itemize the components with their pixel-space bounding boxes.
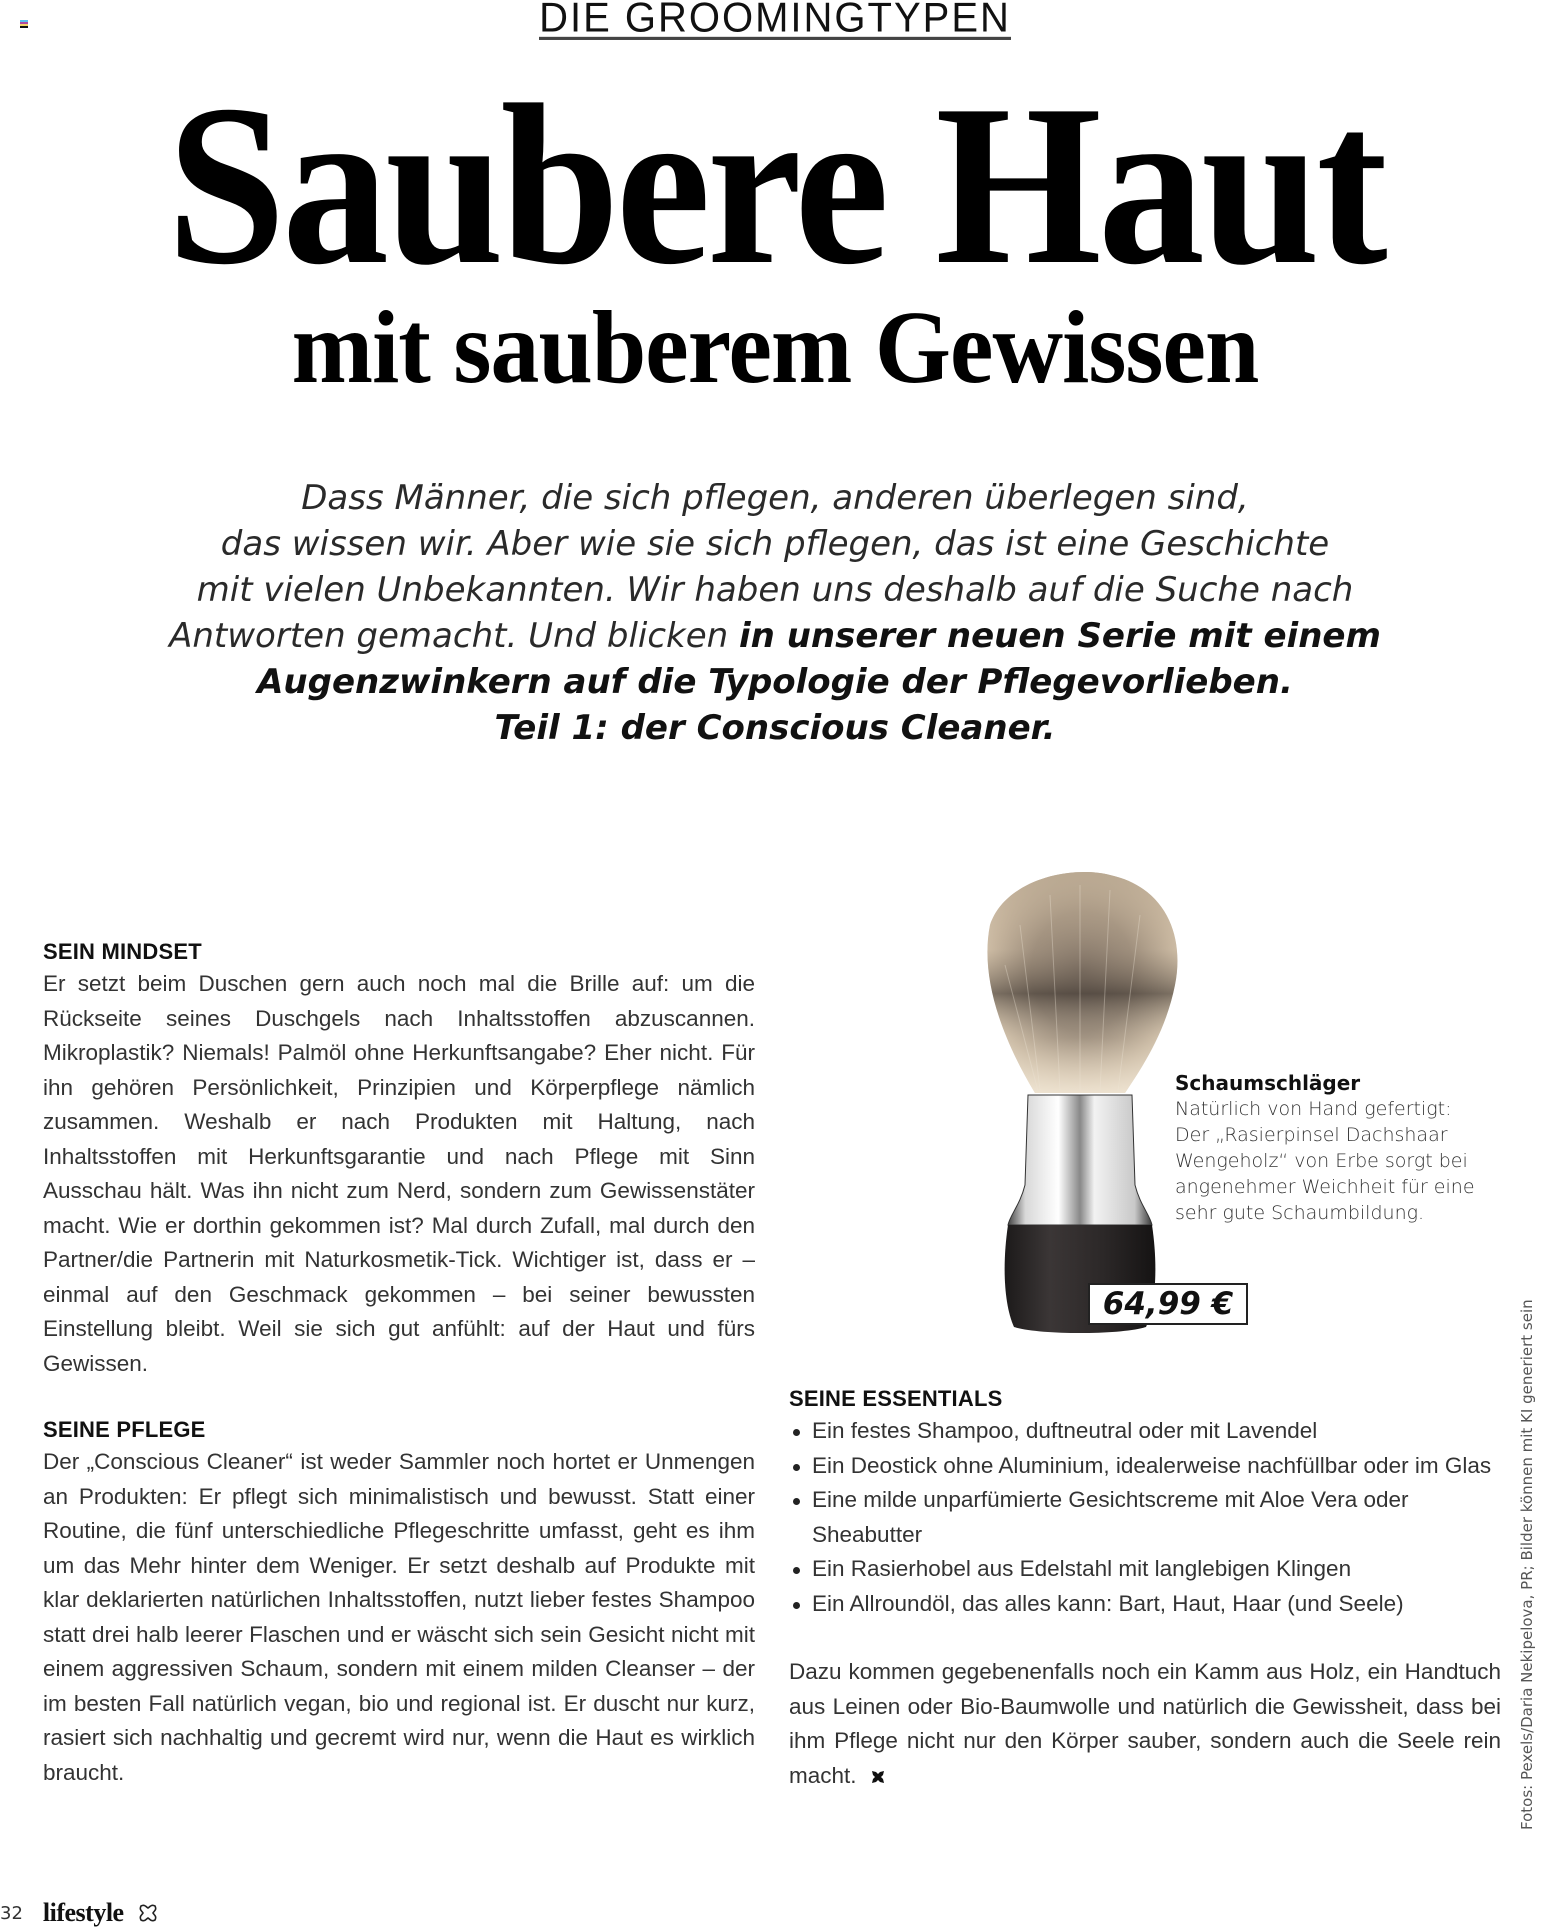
section-title-pflege: SEINE PFLEGE	[43, 1417, 206, 1442]
section-title-mindset: SEIN MINDSET	[43, 939, 202, 964]
pflege-text: Der „Conscious Cleaner“ ist weder Sammler noch hortet er Unmengen an Produkten: Er pflegt sich minimalistisch und bewusst. Statt einer Routine, die fünf unterschiedliche Pflegeschritte umfasst, geht es ihm um das Mehr hinter dem Weniger. Er setzt deshalb auf Produkte mit klar deklarierten natürlichen Inhaltsstoffen, nutzt lieber festes Shampoo statt drei halb leerer Flaschen und er wäscht sich sein Gesicht nicht mit einem aggressiven Schaum, sondern mit einem milden Cleanser – der im besten Fall natürlich vegan, bio und regional ist. Er duscht nur kurz, rasiert sich nachhaltig und gecremt wird nur, wenn die Haut es wirklich braucht.	[43, 1449, 755, 1785]
essentials-closing	[789, 1655, 1501, 1793]
price-tag: 64,99 €	[1088, 1283, 1248, 1325]
intro-line: das wissen wir. Aber wie sie sich pflegen, das ist eine Geschichte	[220, 524, 1330, 564]
section-name: lifestyle	[42, 1898, 124, 1927]
headline-main: Saubere Haut	[166, 57, 1384, 312]
closing-text: Dazu kommen gegebenenfalls noch ein Kamm aus Holz, ein Handtuch aus Leinen oder Bio-Baumwolle und natürlich die Gewissheit, dass bei ihm Pflege nicht nur den Körper sauber, sondern auch die Seele rein macht.	[789, 1659, 1501, 1788]
kicker-label: DIE GROOMINGTYPEN	[539, 0, 1011, 42]
end-of-article-icon	[871, 1760, 885, 1774]
kicker	[0, 0, 1550, 42]
intro-line-regular: Antworten gemacht. Und blicken	[169, 616, 740, 656]
essentials-item: Eine milde unparfümierte Gesichtscreme mit Aloe Vera oder Sheabutter	[789, 1483, 1501, 1552]
mindset-text: Er setzt beim Duschen gern auch noch mal die Brille auf: um die Rückseite seines Duschgels nach Inhaltsstoffen abzuscannen. Mikroplastik? Niemals! Palmöl ohne Herkunftsangabe? Eher nicht. Für ihn gehören Persönlichkeit, Prinzipien und Körperpflege nämlich zusammen. Weshalb er nach Produkten mit Haltung, nach Inhaltsstoffen mit Herkunftsgarantie und nach Pflege mit Sinn Ausschau hält. Was ihn nicht zum Nerd, sondern zum Gewissenstäter macht. Wie er dorthin gekommen ist? Mal durch Zufall, mal durch den Partner/die Partnerin mit Naturkosmetik-Tick. Wichtiger ist, dass er – einmal auf den Geschmack gekommen – bei seiner bewussten Einstellung bleibt. Weil sie sich gut anfühlt: auf der Haut und fürs Gewissen.	[43, 971, 755, 1376]
section-title-essentials: SEINE ESSENTIALS	[789, 1386, 1003, 1411]
shaving-brush-image	[960, 865, 1210, 1335]
essentials-list	[789, 1414, 1501, 1621]
headline	[0, 57, 1550, 405]
caption-title: Schaumschläger	[1175, 1071, 1361, 1095]
caption-text: Natürlich von Hand gefertigt: Der „Rasierpinsel Dachshaar Wengeholz“ von Erbe sorgt bei angenehmer Weichheit für eine sehr gute Schaumbildung.	[1175, 1098, 1475, 1224]
product-caption	[1175, 1070, 1475, 1226]
left-column	[43, 937, 755, 1790]
photo-credit: Fotos: Pexels/Daria Nekipelova, PR; Bilder können mit KI generiert sein	[1518, 1299, 1536, 1830]
essentials-item: Ein Deostick ohne Aluminium, idealerweise nachfüllbar oder im Glas	[789, 1449, 1501, 1484]
intro-bold-line: Augenzwinkern auf die Typologie der Pflegevorlieben.	[257, 662, 1293, 702]
intro-line: mit vielen Unbekannten. Wir haben uns deshalb auf die Suche nach	[196, 570, 1354, 610]
intro-bold-line: Teil 1: der Conscious Cleaner.	[494, 708, 1056, 748]
essentials-item: Ein Allroundöl, das alles kann: Bart, Haut, Haar (und Seele)	[789, 1587, 1501, 1622]
page-footer	[0, 1898, 158, 1928]
essentials-item: Ein Rasierhobel aus Edelstahl mit langlebigen Klingen	[789, 1552, 1501, 1587]
page-number: 32	[0, 1902, 23, 1924]
clover-outline-icon	[138, 1903, 158, 1923]
right-column	[789, 1384, 1501, 1793]
headline-sub: mit sauberem Gewissen	[291, 290, 1259, 405]
intro-teaser	[100, 475, 1450, 751]
intro-line: Dass Männer, die sich pflegen, anderen überlegen sind,	[301, 478, 1249, 518]
intro-line	[100, 613, 1450, 659]
intro-bold-inline: in unserer neuen Serie mit einem	[739, 616, 1381, 656]
essentials-item: Ein festes Shampoo, duftneutral oder mit Lavendel	[789, 1414, 1501, 1449]
